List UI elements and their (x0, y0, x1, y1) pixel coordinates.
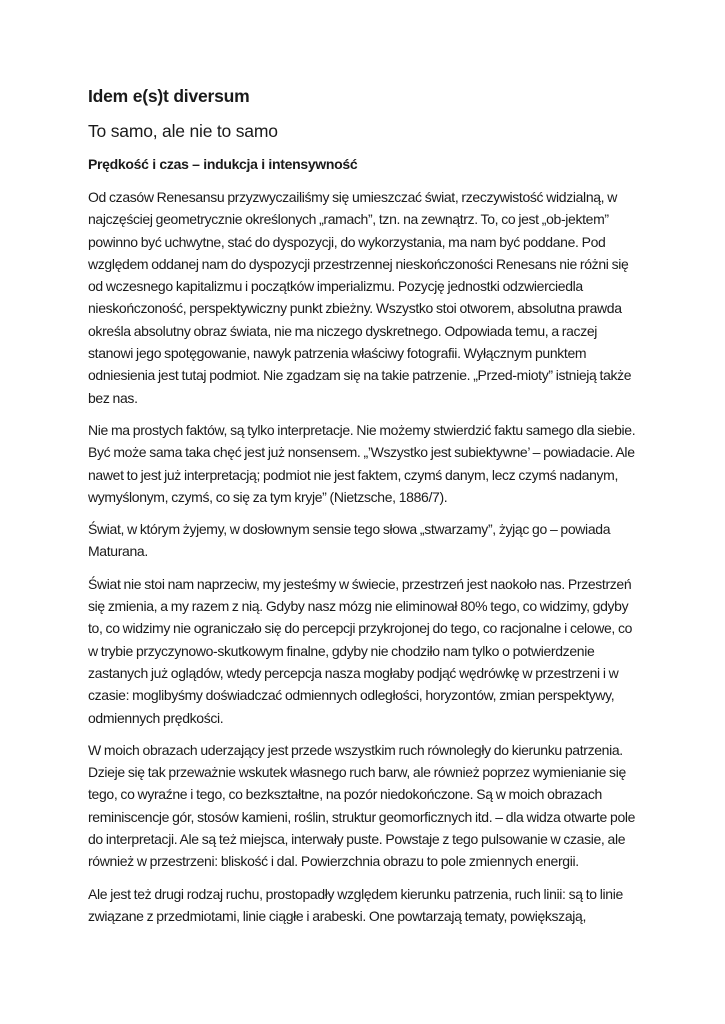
section-heading: Prędkość i czas – indukcja i intensywność (88, 156, 358, 172)
paragraph-1: Od czasów Renesansu przyzwyczailiśmy się umieszczać świat, rzeczywistość widzialną, w najczęściej geometrycznie określonych „ramach”, tzn. na zewnątrz. To, co jest „ob-jektem” powinno być uchwytne, stać do dyspozycji, do wykorzystania, ma nam być poddane. Pod względem oddanej nam do dyspozycji przestrzennej nieskończoności Renesans nie różni się od wczesnego kapitalizmu i początków imperializmu. Pozycję jednostki odzwierciedla nieskończoność, perspektywiczny punkt zbieżny. Wszystko stoi otworem, absolutna prawda określa absolutny obraz świata, nie ma niczego dyskretnego. Odpowiada temu, a raczej stanowi jego spotęgowanie, nawyk patrzenia właściwy fotografii. Wyłącznym punktem odniesienia jest tutaj podmiot. Nie zgadzam się na takie patrzenie. „Przed-mioty” istnieją także bez nas. (88, 189, 632, 406)
paragraph-6: Ale jest też drugi rodzaj ruchu, prostopadły względem kierunku patrzenia, ruch linii: są to linie związane z przedmiotami, linie ciągłe i arabeski. One powtarzają tematy, powiększają, (88, 885, 623, 924)
paragraph-5: W moich obrazach uderzający jest przede wszystkim ruch równoległy do kierunku patrzenia. Dzieje się tak przeważnie wskutek własnego ruch barw, ale również poprzez wymienianie się tego, co wyraźne i tego, co bezkształtne, na pozór niedokończone. Są w moich obrazach reminiscencje gór, stosów kamieni, roślin, struktur geomorficznych itd. – dla widza otwarte pole do interpretacji. Ale są też miejsca, interwały puste. Powstaje z tego pulsowanie w czasie, ale również w przestrzeni: bliskość i dal. Powierzchnia obrazu to pole zmiennych energii. (88, 741, 636, 870)
document-subtitle: To samo, ale nie to samo (88, 121, 278, 141)
paragraph-3: Świat, w którym żyjemy, w dosłownym sensie tego słowa „stwarzamy”, żyjąc go – powiada Maturana. (88, 521, 611, 560)
document-title: Idem e(s)t diversum (88, 86, 250, 106)
document-page (88, 84, 636, 937)
paragraph-2: Nie ma prostych faktów, są tylko interpretacje. Nie możemy stwierdzić faktu samego dla siebie. Być może sama taka chęć jest już nonsensem. „’Wszystko jest subiektywne’ – powiadacie. Ale nawet to jest już interpretacją; podmiot nie jest faktem, czymś danym, lecz czymś nadanym, wymyślonym, czymś, co się za tym kryje” (Nietzsche, 1886/7). (88, 421, 636, 505)
paragraph-4: Świat nie stoi nam naprzeciw, my jesteśmy w świecie, przestrzeń jest naokoło nas. Przestrzeń się zmienia, a my razem z nią. Gdyby nasz mózg nie eliminował 80% tego, co widzimy, gdyby to, co widzimy nie ograniczało się do percepcji przykrojonej do tego, co racjonalne i celowe, co w trybie przyczynowo-skutkowym finalne, gdyby nie chodziło nam tylko o potwierdzenie zastanych już oglądów, wtedy percepcja nasza mogłaby podjąć wędrówkę w przestrzeni i w czasie: moglibyśmy doświadczać odmiennych odległości, horyzontów, zmian perspektywy, odmiennych prędkości. (88, 575, 633, 726)
